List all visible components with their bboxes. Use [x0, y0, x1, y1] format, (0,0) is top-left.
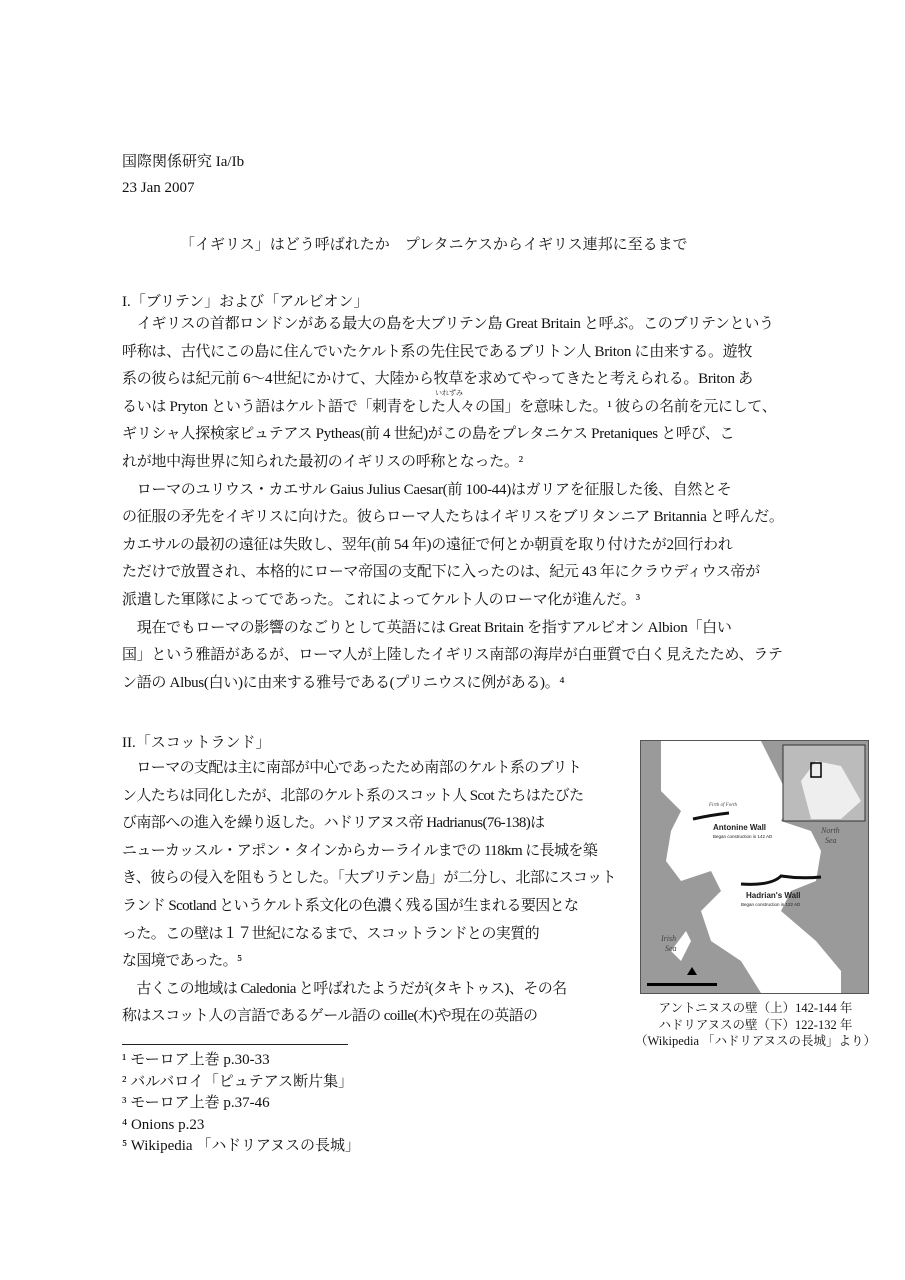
text-line: ローマのユリウス・カエサル Gaius Julius Caesar(前 100-44)はガリアを征服した後、自然とそ [122, 481, 732, 498]
section-2-heading: II.「スコットランド」 [122, 735, 271, 751]
map-label-hadrian-sub: Began construction in 122 AD [741, 902, 801, 907]
footnote-divider [122, 1044, 348, 1045]
figure-caption [618, 1000, 893, 1050]
text-line: れが地中海世界に知られた最初のイギリスの呼称となった。² [122, 453, 523, 470]
text-line: な国境であった。⁵ [122, 953, 242, 970]
map-label-north-sea: North [821, 826, 840, 835]
text-line: るいは Pryton という語はケルト語で「刺青をした人々の国」を意味した。¹ 彼らの名前を元にして、 [122, 398, 777, 415]
footnote: ² バルバロイ「ピュテアス断片集」 [122, 1073, 354, 1090]
ruby-annotation: いれずみ [435, 388, 463, 397]
text-line: った。この壁は１７世紀になるまで、スコットランドとの実質的 [122, 925, 540, 942]
section-1-body [122, 314, 784, 700]
map-label-antonine: Antonine Wall [713, 823, 767, 832]
text-line: び南部への進入を繰り返した。ハドリアヌス帝 Hadrianus(76-138)は [122, 815, 545, 832]
caption-line: ハドリアヌスの壁（下）122-132 年 [658, 1017, 853, 1032]
course-title: 国際関係研究 Ia/Ib [122, 154, 245, 170]
map-label-north-sea-2: Sea [825, 836, 837, 845]
text-line: 派遣した軍隊によってであった。これによってケルト人のローマ化が進んだ。³ [122, 591, 640, 608]
footnote: ¹ モーロア上巻 p.30-33 [122, 1052, 270, 1068]
caption-line: アントニヌスの壁（上）142-144 年 [658, 1001, 853, 1015]
text-line: ローマの支配は主に南部が中心であったため南部のケルト系のブリト [122, 760, 582, 776]
text-line: ン人たちは同化したが、北部のケルト系のスコット人 Scot たちはたびた [122, 787, 584, 804]
text-line: 称はスコット人の言語であるゲール語の coille(木)や現在の英語の [122, 1008, 538, 1025]
text-line: ランド Scotland というケルト系文化の色濃く残る国が生まれる要因とな [122, 897, 579, 914]
footnote: ³ モーロア上巻 p.37-46 [122, 1095, 270, 1112]
text-line: ただけで放置され、本格的にローマ帝国の支配下に入ったのは、紀元 43 年にクラウディウス帝が [122, 564, 760, 581]
map-label-irish-sea-2: Sea [665, 944, 677, 953]
map-label-firth: Firth of Forth [709, 803, 738, 808]
text-line: カエサルの最初の遠征は失敗し、翌年(前 54 年)の遠征で何とか朝貢を取り付けたが2回行われ [122, 536, 733, 553]
text-line: き、彼らの侵入を阻もうとした。「大ブリテン島」が二分し、北部にスコット [122, 870, 616, 887]
map-image [641, 741, 868, 993]
footnote: ⁵ Wikipedia 「ハドリアヌスの長城」 [122, 1138, 360, 1155]
map-label-hadrian: Hadrian's Wall [746, 891, 801, 900]
map-figure [640, 740, 869, 994]
text-line: ギリシャ人探検家ピュテアス Pytheas(前 4 世紀)がこの島をプレタニケス Pretaniques と呼び、こ [122, 426, 735, 443]
section-2-body [122, 758, 622, 1034]
text-line: 古くこの地域は Caledonia と呼ばれたようだが(タキトゥス)、その名 [122, 980, 567, 997]
map-label-irish-sea: Irish [661, 934, 677, 943]
caption-line: （Wikipedia 「ハドリアヌスの長城」より） [634, 1034, 877, 1048]
document-title: 「イギリス」はどう呼ばれたか プレタニケスからイギリス連邦に至るまで [180, 237, 688, 253]
text-line: ニューカッスル・アポン・タインからカーライルまでの 118km に長城を築 [122, 842, 598, 859]
document-date: 23 Jan 2007 [122, 180, 195, 196]
text-line: ン語の Albus(白い)に由来する雅号である(プリニウスに例がある)。⁴ [122, 674, 565, 691]
text-line: 国」という雅語があるが、ローマ人が上陸したイギリス南部の海岸が白亜質で白く見えたため、ラテ [122, 647, 783, 664]
text-line: イギリスの首都ロンドンがある最大の島を大ブリテン島 Great Britain と呼ぶ。このブリテンという [122, 316, 774, 332]
footnotes [122, 1050, 360, 1158]
text-line: の征服の矛先をイギリスに向けた。彼らローマ人たちはイギリスをブリタンニア Britannia と呼んだ。 [122, 509, 784, 526]
footnote: ⁴ Onions p.23 [122, 1116, 205, 1133]
text-line: 現在でもローマの影響のなごりとして英語には Great Britain を指すアルビオン Albion「白い [122, 619, 732, 636]
text-line: 呼称は、古代にこの島に住んでいたケルト系の先住民であるブリトン人 Briton に由来する。遊牧 [122, 343, 753, 360]
map-label-antonine-sub: Began construction in 142 AD [713, 834, 773, 839]
section-1-heading: I.「ブリテン」および「アルビオン」 [122, 294, 369, 310]
text-line: 系の彼らは紀元前 6～4世紀にかけて、大陸から牧草を求めてやってきたと考えられる。Briton あ [122, 371, 753, 388]
